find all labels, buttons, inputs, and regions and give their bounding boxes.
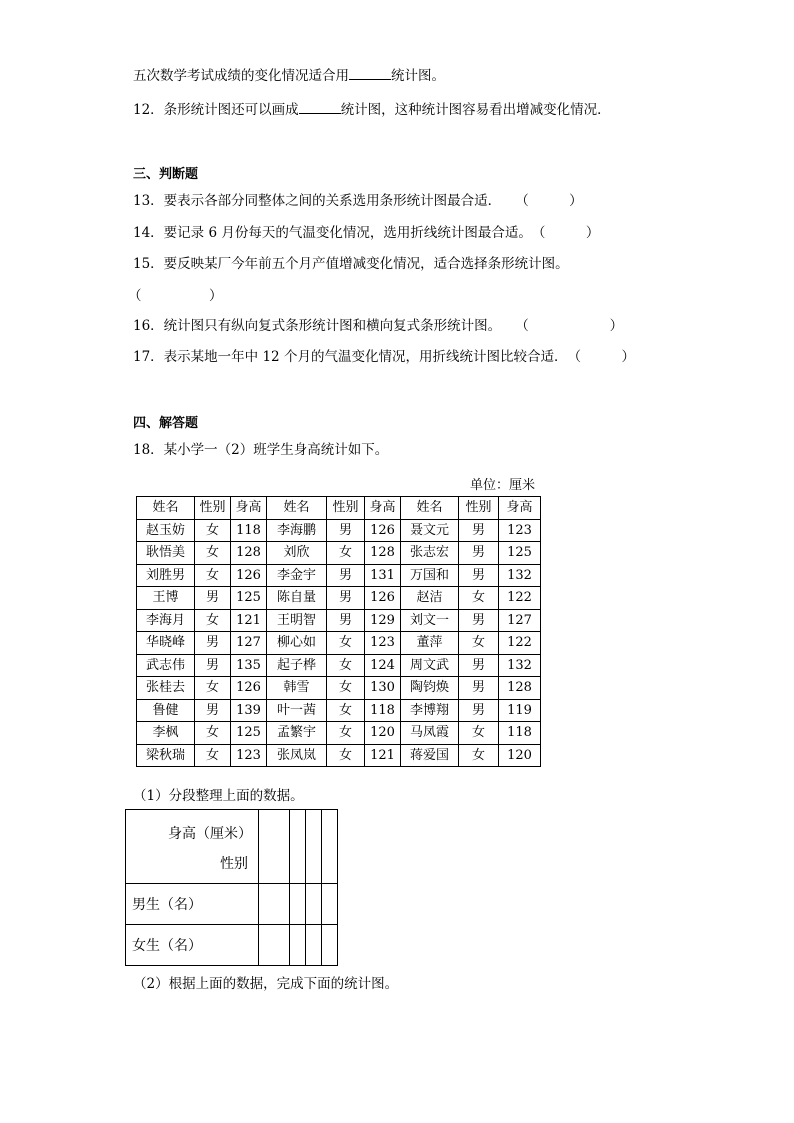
table-cell: 女 — [327, 699, 365, 722]
table-cell: 128 — [499, 677, 541, 700]
table-cell: 男 — [327, 587, 365, 610]
table-cell: 122 — [499, 587, 541, 610]
table-cell: 131 — [365, 564, 401, 587]
seg-input-cell[interactable] — [290, 884, 306, 925]
q16-text: 16．统计图只有纵向复式条形统计图和横向复式条形统计图。 — [133, 318, 502, 334]
table-row — [137, 722, 541, 745]
seg-input-cell[interactable] — [259, 810, 290, 884]
table-cell: 李枫 — [137, 722, 195, 745]
table-cell: 女 — [195, 542, 231, 565]
table-cell: 陶钧焕 — [401, 677, 459, 700]
answer-blank[interactable] — [299, 101, 341, 114]
table-cell: 董萍 — [401, 632, 459, 655]
table-cell: 123 — [365, 632, 401, 655]
table-header-cell: 身高 — [365, 497, 401, 520]
question-17 — [133, 348, 635, 366]
q13-answer-paren[interactable]: （ ） — [515, 193, 583, 209]
table-row — [137, 654, 541, 677]
table-cell: 张凤岚 — [267, 744, 327, 767]
q13-text: 13．要表示各部分同整体之间的关系选用条形统计图最合适． — [133, 193, 502, 209]
table-row — [137, 564, 541, 587]
table-cell: 耿悟美 — [137, 542, 195, 565]
seg-boys-row — [126, 884, 338, 925]
table-cell: 聂文元 — [401, 519, 459, 542]
table-cell: 男 — [195, 632, 231, 655]
table-cell: 女 — [459, 722, 499, 745]
seg-input-cell[interactable] — [290, 810, 306, 884]
question-16 — [133, 317, 623, 335]
table-cell: 男 — [459, 542, 499, 565]
table-cell: 128 — [231, 542, 267, 565]
table-cell: 男 — [195, 587, 231, 610]
table-unit-label: 单位：厘米 — [470, 478, 536, 493]
q11-text-post: 统计图。 — [391, 68, 445, 84]
table-cell: 男 — [195, 654, 231, 677]
table-cell: 刘胜男 — [137, 564, 195, 587]
table-row — [137, 677, 541, 700]
table-cell: 孟繁宇 — [267, 722, 327, 745]
seg-header-row — [126, 810, 338, 884]
table-cell: 女 — [459, 632, 499, 655]
table-cell: 129 — [365, 609, 401, 632]
table-cell: 周文武 — [401, 654, 459, 677]
table-cell: 女 — [459, 587, 499, 610]
table-cell: 张桂去 — [137, 677, 195, 700]
q12-text-post: 统计图，这种统计图容易看出增减变化情况． — [340, 102, 611, 118]
table-cell: 男 — [459, 654, 499, 677]
q15-answer-paren[interactable]: （ ） — [128, 288, 223, 304]
table-cell: 万国和 — [401, 564, 459, 587]
table-cell: 127 — [499, 609, 541, 632]
table-cell: 118 — [365, 699, 401, 722]
table-cell: 男 — [459, 609, 499, 632]
table-cell: 刘欣 — [267, 542, 327, 565]
table-row — [137, 609, 541, 632]
seg-input-cell[interactable] — [259, 925, 290, 966]
seg-diagonal-header-cell — [126, 810, 259, 884]
table-cell: 张志宏 — [401, 542, 459, 565]
question-11-tail — [133, 67, 445, 85]
table-cell: 马凤霞 — [401, 722, 459, 745]
seg-input-cell[interactable] — [306, 884, 322, 925]
seg-girls-row — [126, 925, 338, 966]
question-14 — [133, 224, 599, 242]
table-cell: 135 — [231, 654, 267, 677]
part-2-label: （2）根据上面的数据，完成下面的统计图。 — [133, 976, 399, 992]
table-cell: 男 — [459, 677, 499, 700]
table-cell: 男 — [459, 699, 499, 722]
table-cell: 女 — [327, 677, 365, 700]
table-cell: 119 — [499, 699, 541, 722]
table-cell: 起子桦 — [267, 654, 327, 677]
answer-blank[interactable] — [349, 67, 391, 80]
table-cell: 120 — [499, 744, 541, 767]
table-cell: 女 — [327, 632, 365, 655]
table-cell: 李博翔 — [401, 699, 459, 722]
table-cell: 126 — [231, 677, 267, 700]
table-cell: 王明智 — [267, 609, 327, 632]
table-cell: 124 — [365, 654, 401, 677]
table-cell: 李海月 — [137, 609, 195, 632]
table-header-cell: 身高 — [499, 497, 541, 520]
table-cell: 男 — [327, 609, 365, 632]
q16-answer-paren[interactable]: （ ） — [515, 318, 624, 334]
table-cell: 男 — [327, 564, 365, 587]
table-cell: 刘文一 — [401, 609, 459, 632]
seg-input-cell[interactable] — [290, 925, 306, 966]
table-cell: 赵玉妨 — [137, 519, 195, 542]
section-3-title: 三、判断题 — [133, 167, 199, 182]
table-cell: 女 — [459, 744, 499, 767]
question-13 — [133, 192, 583, 210]
table-cell: 男 — [459, 519, 499, 542]
table-row — [137, 519, 541, 542]
table-cell: 李海鹏 — [267, 519, 327, 542]
table-cell: 126 — [365, 519, 401, 542]
table-cell: 130 — [365, 677, 401, 700]
table-cell: 女 — [195, 722, 231, 745]
seg-header-height-label: 身高（厘米） — [168, 826, 252, 842]
table-cell: 120 — [365, 722, 401, 745]
table-cell: 118 — [499, 722, 541, 745]
table-cell: 121 — [231, 609, 267, 632]
table-cell: 123 — [231, 744, 267, 767]
table-cell: 125 — [231, 587, 267, 610]
table-cell: 127 — [231, 632, 267, 655]
table-cell: 男 — [195, 699, 231, 722]
table-cell: 女 — [195, 519, 231, 542]
table-cell: 女 — [327, 542, 365, 565]
table-cell: 132 — [499, 564, 541, 587]
table-cell: 鲁健 — [137, 699, 195, 722]
table-cell: 叶一茜 — [267, 699, 327, 722]
question-15 — [133, 255, 569, 273]
table-cell: 118 — [231, 519, 267, 542]
table-header-cell: 性别 — [327, 497, 365, 520]
table-cell: 132 — [499, 654, 541, 677]
seg-input-cell[interactable] — [306, 810, 322, 884]
table-cell: 女 — [195, 564, 231, 587]
seg-boys-label: 男生（名） — [126, 884, 259, 925]
table-cell: 女 — [327, 722, 365, 745]
table-cell: 126 — [365, 587, 401, 610]
table-cell: 赵洁 — [401, 587, 459, 610]
table-row — [137, 587, 541, 610]
question-18: 18．某小学一（2）班学生身高统计如下。 — [133, 442, 389, 458]
table-header-cell: 性别 — [195, 497, 231, 520]
q11-text-pre: 五次数学考试成绩的变化情况适合用 — [133, 68, 349, 84]
segment-tally-table — [125, 809, 338, 966]
table-cell: 男 — [459, 564, 499, 587]
table-header-cell: 性别 — [459, 497, 499, 520]
table-row — [137, 542, 541, 565]
seg-input-cell[interactable] — [322, 884, 338, 925]
part-1-label: （1）分段整理上面的数据。 — [133, 788, 304, 804]
table-cell: 139 — [231, 699, 267, 722]
seg-header-gender-label: 性别 — [220, 856, 248, 872]
table-cell: 韩雪 — [267, 677, 327, 700]
q14-text: 14．要记录 6 月份每天的气温变化情况，选用折线统计图最合适。 — [133, 225, 532, 241]
seg-girls-label: 女生（名） — [126, 925, 259, 966]
table-cell: 125 — [499, 542, 541, 565]
seg-input-cell[interactable] — [259, 884, 290, 925]
table-cell: 122 — [499, 632, 541, 655]
table-cell: 柳心如 — [267, 632, 327, 655]
table-cell: 126 — [231, 564, 267, 587]
height-data-table — [136, 496, 541, 767]
table-cell: 梁秋瑞 — [137, 744, 195, 767]
q17-text: 17．表示某地一年中 12 个月的气温变化情况，用折线统计图比较合适． — [133, 349, 568, 365]
table-cell: 女 — [195, 609, 231, 632]
table-cell: 陈自量 — [267, 587, 327, 610]
q15-text: 15．要反映某厂今年前五个月产值增减变化情况，适合选择条形统计图。 — [133, 256, 569, 272]
table-cell: 女 — [195, 677, 231, 700]
table-cell: 武志伟 — [137, 654, 195, 677]
table-header-cell: 姓名 — [267, 497, 327, 520]
table-cell: 李金宇 — [267, 564, 327, 587]
table-header-row — [137, 497, 541, 520]
seg-input-cell[interactable] — [306, 925, 322, 966]
table-cell: 王博 — [137, 587, 195, 610]
table-cell: 女 — [195, 744, 231, 767]
question-12 — [133, 101, 611, 119]
table-cell: 女 — [327, 744, 365, 767]
q12-text-pre: 12．条形统计图还可以画成 — [133, 102, 299, 118]
table-header-cell: 身高 — [231, 497, 267, 520]
section-4-title: 四、解答题 — [133, 416, 199, 431]
q14-answer-paren[interactable]: （ ） — [531, 225, 600, 241]
table-header-cell: 姓名 — [401, 497, 459, 520]
table-row — [137, 632, 541, 655]
table-cell: 123 — [499, 519, 541, 542]
table-row — [137, 744, 541, 767]
table-cell: 125 — [231, 722, 267, 745]
seg-input-cell[interactable] — [322, 925, 338, 966]
seg-input-cell[interactable] — [322, 810, 338, 884]
table-cell: 男 — [327, 519, 365, 542]
table-cell: 华晓峰 — [137, 632, 195, 655]
table-cell: 蒋爱国 — [401, 744, 459, 767]
table-header-cell: 姓名 — [137, 497, 195, 520]
table-cell: 121 — [365, 744, 401, 767]
table-cell: 128 — [365, 542, 401, 565]
table-cell: 女 — [327, 654, 365, 677]
table-row — [137, 699, 541, 722]
q17-answer-paren[interactable]: （ ） — [567, 349, 635, 365]
